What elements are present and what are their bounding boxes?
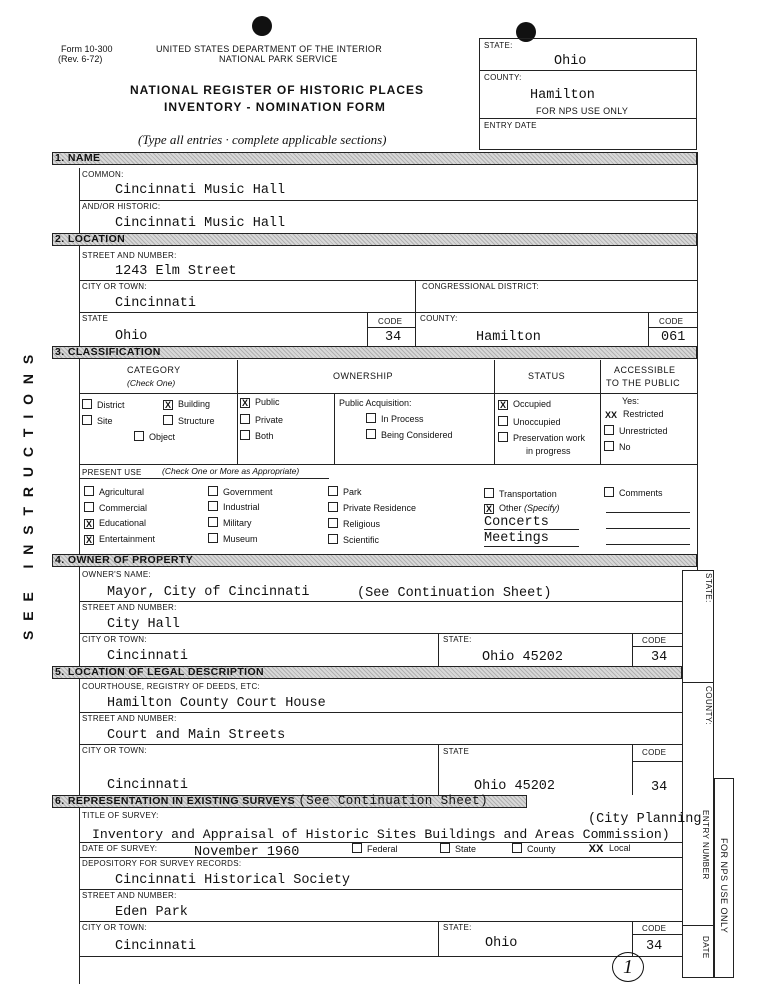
top-county-value: Hamilton: [530, 88, 595, 103]
ownership-both[interactable]: Both: [240, 430, 274, 442]
use-scientific[interactable]: Scientific: [328, 534, 379, 546]
legal-city-value: Cincinnati: [107, 778, 189, 793]
department-name: UNITED STATES DEPARTMENT OF THE INTERIOR: [156, 44, 383, 54]
form-instructions: (Type all entries · complete applicable sections): [138, 132, 387, 147]
section-2-heading: 2. LOCATION: [55, 233, 126, 245]
location-state-value: Ohio: [115, 329, 148, 344]
accessible-restricted[interactable]: XX Restricted: [604, 409, 664, 420]
location-city-value: Cincinnati: [115, 296, 197, 311]
location-street-label: STREET AND NUMBER:: [82, 251, 177, 260]
owner-continuation-note: (See Continuation Sheet): [357, 586, 552, 601]
status-in-progress: in progress: [526, 446, 571, 456]
legal-street-value: Court and Main Streets: [107, 728, 286, 743]
page-number: 1: [623, 956, 633, 978]
owner-name-value: Mayor, City of Cincinnati: [107, 585, 310, 600]
section-3-heading: 3. CLASSIFICATION: [55, 346, 161, 358]
depository-label: DEPOSITORY FOR SURVEY RECORDS:: [82, 859, 242, 868]
legal-code-value: 34: [651, 780, 668, 795]
depository-value: Cincinnati Historical Society: [115, 873, 350, 888]
category-header: CATEGORY: [127, 365, 181, 375]
category-object[interactable]: Object: [134, 431, 175, 443]
survey-date-label: DATE OF SURVEY:: [82, 844, 158, 853]
top-county-label: COUNTY:: [484, 73, 522, 82]
side-state-label: STATE:: [704, 573, 713, 603]
page-number-mark: [612, 952, 644, 982]
survey-title-note: (City Planning: [588, 812, 702, 827]
category-subheader: (Check One): [127, 378, 176, 388]
status-occupied[interactable]: X Occupied: [499, 399, 552, 410]
use-government[interactable]: Government: [208, 486, 273, 498]
side-margin-box: [682, 570, 714, 978]
acquisition-in-process[interactable]: In Process: [366, 413, 424, 425]
side-county-label: COUNTY:: [704, 686, 713, 726]
legal-state-value: Ohio 45202: [474, 779, 556, 794]
section-6-note: (See Continuation Sheet): [298, 794, 488, 808]
use-park[interactable]: Park: [328, 486, 362, 498]
status-unoccupied[interactable]: Unoccupied: [498, 416, 561, 428]
accessible-unrestricted[interactable]: Unrestricted: [604, 425, 668, 437]
survey-title-value: Inventory and Appraisal of Historic Sites Buildings and Areas Commission): [92, 827, 670, 842]
legal-city-label: CITY OR TOWN:: [82, 746, 147, 755]
top-nps-label: FOR NPS USE ONLY: [536, 106, 629, 116]
owner-street-label: STREET AND NUMBER:: [82, 603, 177, 612]
top-entry-date-label: ENTRY DATE: [484, 121, 537, 130]
side-nps-use-only: FOR NPS USE ONLY: [719, 838, 729, 934]
form-number: Form 10-300: [61, 44, 113, 54]
owner-street-value: City Hall: [107, 617, 180, 632]
survey-city-label: CITY OR TOWN:: [82, 923, 147, 932]
use-other-value-2: Meetings: [484, 531, 549, 546]
acquisition-being-considered[interactable]: Being Considered: [366, 429, 453, 441]
form-revision: (Rev. 6-72): [58, 54, 103, 64]
form-title-line2: INVENTORY - NOMINATION FORM: [164, 100, 386, 114]
use-commercial[interactable]: Commercial: [84, 502, 147, 514]
location-street-value: 1243 Elm Street: [115, 264, 237, 279]
survey-date-value: November 1960: [194, 845, 300, 860]
historic-label: AND/OR HISTORIC:: [82, 202, 161, 211]
owner-city-label: CITY OR TOWN:: [82, 635, 147, 644]
survey-city-value: Cincinnati: [115, 939, 197, 954]
location-state-code-value: 34: [385, 330, 402, 345]
use-transportation[interactable]: Transportation: [484, 488, 557, 500]
use-entertainment[interactable]: X Entertainment: [85, 534, 156, 545]
public-acquisition-label: Public Acquisition:: [339, 398, 412, 408]
owner-name-label: OWNER'S NAME:: [82, 570, 151, 579]
location-state-label: STATE: [82, 314, 109, 323]
use-educational[interactable]: X Educational: [85, 518, 147, 529]
ownership-header: OWNERSHIP: [333, 371, 394, 381]
present-use-label: PRESENT USE: [82, 468, 142, 477]
common-name-value: Cincinnati Music Hall: [115, 183, 286, 198]
owner-code-value: 34: [651, 650, 668, 665]
section-4-heading: 4. OWNER OF PROPERTY: [55, 554, 194, 566]
location-county-code-value: 061: [661, 330, 686, 345]
survey-street-value: Eden Park: [115, 905, 188, 920]
survey-street-label: STREET AND NUMBER:: [82, 891, 177, 900]
owner-city-value: Cincinnati: [107, 649, 189, 664]
use-religious[interactable]: Religious: [328, 518, 380, 530]
section-6-heading: 6. REPRESENTATION IN EXISTING SURVEYS (See Continuation Sheet): [55, 794, 488, 808]
category-site[interactable]: Site: [82, 415, 113, 427]
location-county-code-label: CODE: [659, 317, 684, 326]
owner-state-label: STATE:: [443, 635, 472, 644]
survey-state[interactable]: State: [440, 843, 476, 855]
top-state-value: Ohio: [554, 54, 587, 69]
location-county-label: COUNTY:: [420, 314, 458, 323]
owner-code-label: CODE: [642, 636, 667, 645]
location-state-code-label: CODE: [378, 317, 403, 326]
use-agricultural[interactable]: Agricultural: [84, 486, 144, 498]
use-private-residence[interactable]: Private Residence: [328, 502, 416, 514]
accessible-header-1: ACCESSIBLE: [614, 365, 676, 375]
survey-title-label: TITLE OF SURVEY:: [82, 811, 159, 820]
survey-state-label: STATE:: [443, 923, 472, 932]
ownership-public[interactable]: X Public: [241, 397, 280, 408]
use-other-value-1: Concerts: [484, 515, 549, 530]
use-museum[interactable]: Museum: [208, 533, 258, 545]
courthouse-label: COURTHOUSE, REGISTRY OF DEEDS, ETC:: [82, 682, 261, 691]
courthouse-value: Hamilton County Court House: [107, 696, 326, 711]
legal-state-label: STATE: [443, 747, 470, 756]
section-5-heading: 5. LOCATION OF LEGAL DESCRIPTION: [55, 666, 265, 678]
side-date: DATE: [701, 936, 710, 959]
accessible-no[interactable]: No: [604, 441, 631, 453]
location-county-value: Hamilton: [476, 330, 541, 345]
service-name: NATIONAL PARK SERVICE: [219, 54, 338, 64]
category-district[interactable]: District: [82, 399, 125, 411]
use-comments[interactable]: Comments: [604, 487, 663, 499]
status-preservation[interactable]: Preservation work: [498, 432, 585, 444]
accessible-yes-label: Yes:: [622, 396, 640, 406]
form-title-line1: NATIONAL REGISTER OF HISTORIC PLACES: [130, 83, 425, 97]
survey-state-value: Ohio: [485, 936, 518, 951]
category-building[interactable]: X Building: [164, 399, 211, 410]
location-city-label: CITY OR TOWN:: [82, 282, 147, 291]
survey-code-value: 34: [646, 939, 663, 954]
present-use-hint: (Check One or More as Appropriate): [162, 466, 300, 476]
congressional-district-label: CONGRESSIONAL DISTRICT:: [422, 282, 539, 291]
use-other[interactable]: X Other (Specify): [485, 503, 560, 514]
survey-county[interactable]: County: [512, 843, 556, 855]
legal-street-label: STREET AND NUMBER:: [82, 714, 177, 723]
survey-local[interactable]: XX Local: [588, 843, 631, 855]
category-structure[interactable]: Structure: [163, 415, 215, 427]
side-entry-number: ENTRY NUMBER: [701, 810, 710, 880]
accessible-header-2: TO THE PUBLIC: [606, 378, 681, 388]
status-header: STATUS: [528, 371, 566, 381]
section-1-heading: 1. NAME: [55, 152, 101, 164]
legal-code-label: CODE: [642, 748, 667, 757]
ownership-private[interactable]: Private: [240, 414, 283, 426]
owner-state-value: Ohio 45202: [482, 650, 564, 665]
use-industrial[interactable]: Industrial: [208, 501, 260, 513]
historic-name-value: Cincinnati Music Hall: [115, 216, 286, 231]
top-state-label: STATE:: [484, 41, 513, 50]
common-label: COMMON:: [82, 170, 124, 179]
survey-code-label: CODE: [642, 924, 667, 933]
punch-hole-left: [252, 16, 272, 36]
use-military[interactable]: Military: [208, 517, 252, 529]
side-instructions: S E E I N S T R U C T I O N S: [20, 351, 36, 640]
survey-federal[interactable]: Federal: [352, 843, 398, 855]
